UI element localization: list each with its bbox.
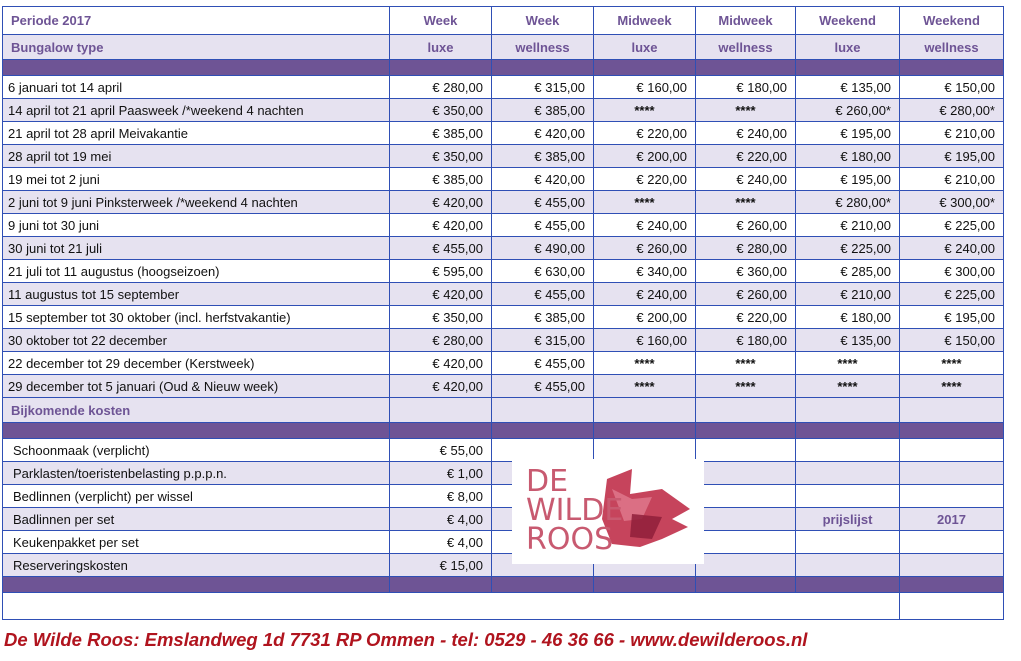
price-cell: € 180,00 [696, 329, 796, 352]
col-sub-week-wellness: wellness [492, 35, 594, 60]
de-wilde-roos-logo [512, 459, 704, 564]
extra-cost-label: Bedlinnen (verplicht) per wissel [3, 485, 390, 508]
col-sub-weekend-luxe: luxe [796, 35, 900, 60]
table-row [3, 214, 1004, 237]
table-row [3, 352, 1004, 375]
period-cell: 2 juni tot 9 juni Pinksterweek /*weekend 4 nachten [3, 191, 390, 214]
price-cell: € 240,00 [594, 283, 696, 306]
divider-band [3, 577, 1004, 593]
price-cell: € 350,00 [390, 99, 492, 122]
extra-cost-price: € 1,00 [390, 462, 492, 485]
price-cell: € 285,00 [796, 260, 900, 283]
price-cell: € 260,00* [796, 99, 900, 122]
price-cell: € 385,00 [492, 306, 594, 329]
price-cell: € 195,00 [796, 168, 900, 191]
extra-costs-heading: Bijkomende kosten [3, 398, 390, 423]
empty-cell [696, 554, 796, 577]
logo-line-3: ROOS [526, 522, 614, 557]
price-cell: € 225,00 [900, 283, 1004, 306]
price-cell: **** [594, 352, 696, 375]
empty-cell [796, 439, 900, 462]
col-header-week-wellness: Week [492, 7, 594, 35]
contact-footer: De Wilde Roos: Emslandweg 1d 7731 RP Ommen - tel: 0529 - 46 36 66 - www.dewilderoos.nl [4, 629, 808, 650]
price-cell: € 150,00 [900, 76, 1004, 99]
bungalow-type-label: Bungalow type [3, 35, 390, 60]
price-cell: € 420,00 [390, 191, 492, 214]
price-cell: € 315,00 [492, 329, 594, 352]
table-row [3, 283, 1004, 306]
empty-cell [796, 554, 900, 577]
price-cell: € 455,00 [492, 214, 594, 237]
extra-cost-price: € 4,00 [390, 531, 492, 554]
table-row [3, 191, 1004, 214]
table-row [3, 76, 1004, 99]
col-sub-midweek-luxe: luxe [594, 35, 696, 60]
price-cell: € 225,00 [796, 237, 900, 260]
extra-cost-label: Schoonmaak (verplicht) [3, 439, 390, 462]
price-cell: € 630,00 [492, 260, 594, 283]
price-cell: € 315,00 [492, 76, 594, 99]
price-cell: € 160,00 [594, 76, 696, 99]
empty-cell [796, 531, 900, 554]
extra-cost-label: Keukenpakket per set [3, 531, 390, 554]
empty-cell [900, 485, 1004, 508]
empty-cell [796, 462, 900, 485]
period-cell: 21 juli tot 11 augustus (hoogseizoen) [3, 260, 390, 283]
price-cell: € 200,00 [594, 306, 696, 329]
table-row [3, 306, 1004, 329]
table-row [3, 168, 1004, 191]
col-header-midweek-luxe: Midweek [594, 7, 696, 35]
table-row [3, 122, 1004, 145]
price-cell: € 225,00 [900, 214, 1004, 237]
price-cell: € 385,00 [390, 168, 492, 191]
price-cell: € 455,00 [492, 375, 594, 398]
period-cell: 30 juni tot 21 juli [3, 237, 390, 260]
price-cell: € 300,00 [900, 260, 1004, 283]
price-cell: € 455,00 [492, 352, 594, 375]
period-cell: 28 april tot 19 mei [3, 145, 390, 168]
price-cell: € 455,00 [492, 283, 594, 306]
empty-cell [696, 508, 796, 531]
extra-cost-row [3, 462, 1004, 485]
price-cell: **** [696, 375, 796, 398]
empty-cell [696, 531, 796, 554]
price-cell: € 195,00 [900, 306, 1004, 329]
divider-band [3, 60, 1004, 76]
price-cell: € 420,00 [492, 122, 594, 145]
extra-costs [3, 398, 1004, 577]
empty-cell [900, 531, 1004, 554]
extra-cost-row [3, 439, 1004, 462]
price-cell: **** [696, 191, 796, 214]
price-cell: **** [900, 375, 1004, 398]
price-cell: € 340,00 [594, 260, 696, 283]
col-header-midweek-wellness: Midweek [696, 7, 796, 35]
price-cell: € 385,00 [390, 122, 492, 145]
period-cell: 29 december tot 5 januari (Oud & Nieuw week) [3, 375, 390, 398]
price-cell: € 195,00 [796, 122, 900, 145]
table-row [3, 237, 1004, 260]
empty-cell [696, 485, 796, 508]
period-cell: 6 januari tot 14 april [3, 76, 390, 99]
period-cell: 14 april tot 21 april Paasweek /*weekend 4 nachten [3, 99, 390, 122]
period-cell: 30 oktober tot 22 december [3, 329, 390, 352]
pricelist-label: prijslijst [796, 508, 900, 531]
table-row [3, 260, 1004, 283]
price-cell: € 595,00 [390, 260, 492, 283]
price-cell: € 210,00 [900, 168, 1004, 191]
price-cell: € 260,00 [696, 283, 796, 306]
table-row [3, 375, 1004, 398]
price-cell: € 240,00 [696, 122, 796, 145]
price-cell: **** [696, 352, 796, 375]
price-cell: € 280,00* [796, 191, 900, 214]
extra-costs-header [3, 398, 1004, 423]
price-cell: € 420,00 [390, 214, 492, 237]
price-cell: € 240,00 [900, 237, 1004, 260]
col-header-weekend-wellness: Weekend [900, 7, 1004, 35]
extra-cost-row [3, 554, 1004, 577]
price-cell: € 180,00 [696, 76, 796, 99]
period-cell: 15 september tot 30 oktober (incl. herfstvakantie) [3, 306, 390, 329]
header-row [3, 7, 1004, 35]
price-cell: € 385,00 [492, 99, 594, 122]
table-row [3, 329, 1004, 352]
price-cell: € 195,00 [900, 145, 1004, 168]
extra-cost-price: € 55,00 [390, 439, 492, 462]
price-cell: **** [796, 375, 900, 398]
empty-cell [796, 485, 900, 508]
page-title: Periode 2017 [3, 7, 390, 35]
col-header-week-luxe: Week [390, 7, 492, 35]
price-cell: € 490,00 [492, 237, 594, 260]
extra-cost-row [3, 508, 1004, 531]
period-cell: 21 april tot 28 april Meivakantie [3, 122, 390, 145]
period-cell: 19 mei tot 2 juni [3, 168, 390, 191]
price-cell: € 260,00 [594, 237, 696, 260]
price-cell: € 220,00 [696, 145, 796, 168]
divider-band [3, 423, 1004, 439]
price-table [2, 6, 1004, 620]
price-cell: **** [900, 352, 1004, 375]
price-cell: € 220,00 [594, 122, 696, 145]
price-cell: € 260,00 [696, 214, 796, 237]
subheader-row [3, 35, 1004, 60]
price-cell: € 135,00 [796, 329, 900, 352]
price-cell: € 180,00 [796, 145, 900, 168]
price-cell: € 350,00 [390, 306, 492, 329]
col-header-weekend-luxe: Weekend [796, 7, 900, 35]
price-cell: € 160,00 [594, 329, 696, 352]
price-cell: € 360,00 [696, 260, 796, 283]
extra-cost-row [3, 531, 1004, 554]
price-cell: € 420,00 [390, 352, 492, 375]
price-cell: **** [696, 99, 796, 122]
price-cell: € 420,00 [492, 168, 594, 191]
extra-cost-row [3, 485, 1004, 508]
price-cell: € 385,00 [492, 145, 594, 168]
extra-cost-label: Reserveringskosten [3, 554, 390, 577]
empty-cell [696, 439, 796, 462]
price-cell: € 280,00* [900, 99, 1004, 122]
price-cell: € 210,00 [796, 214, 900, 237]
price-cell: € 455,00 [492, 191, 594, 214]
empty-cell [696, 462, 796, 485]
price-cell: € 220,00 [696, 306, 796, 329]
table-row [3, 145, 1004, 168]
table-row [3, 99, 1004, 122]
footer-row [3, 593, 1004, 620]
period-cell: 9 juni tot 30 juni [3, 214, 390, 237]
price-cell: € 210,00 [900, 122, 1004, 145]
logo-line-1: DE [526, 464, 569, 499]
price-cell: € 210,00 [796, 283, 900, 306]
price-cell: € 420,00 [390, 375, 492, 398]
extra-cost-price: € 4,00 [390, 508, 492, 531]
price-cell: € 240,00 [594, 214, 696, 237]
price-cell: € 135,00 [796, 76, 900, 99]
price-cell: € 220,00 [594, 168, 696, 191]
empty-cell [900, 554, 1004, 577]
price-cell: **** [594, 375, 696, 398]
period-cell: 22 december tot 29 december (Kerstweek) [3, 352, 390, 375]
price-cell: € 420,00 [390, 283, 492, 306]
empty-cell [900, 439, 1004, 462]
price-cell: € 150,00 [900, 329, 1004, 352]
price-cell: € 280,00 [390, 76, 492, 99]
pricelist-year: 2017 [900, 508, 1004, 531]
logo-line-2: WILDE [526, 493, 624, 528]
price-cell: € 350,00 [390, 145, 492, 168]
col-sub-week-luxe: luxe [390, 35, 492, 60]
period-cell: 11 augustus tot 15 september [3, 283, 390, 306]
col-sub-weekend-wellness: wellness [900, 35, 1004, 60]
price-cell: € 240,00 [696, 168, 796, 191]
price-cell: € 455,00 [390, 237, 492, 260]
extra-cost-price: € 8,00 [390, 485, 492, 508]
price-cell: € 280,00 [390, 329, 492, 352]
price-cell: **** [594, 99, 696, 122]
price-cell: € 280,00 [696, 237, 796, 260]
price-cell: **** [796, 352, 900, 375]
price-cell: € 300,00* [900, 191, 1004, 214]
price-cell: € 200,00 [594, 145, 696, 168]
extra-cost-price: € 15,00 [390, 554, 492, 577]
col-sub-midweek-wellness: wellness [696, 35, 796, 60]
price-cell: **** [594, 191, 696, 214]
empty-cell [900, 462, 1004, 485]
extra-cost-label: Parklasten/toeristenbelasting p.p.p.n. [3, 462, 390, 485]
extra-cost-label: Badlinnen per set [3, 508, 390, 531]
rate-rows [3, 76, 1004, 398]
price-cell: € 180,00 [796, 306, 900, 329]
